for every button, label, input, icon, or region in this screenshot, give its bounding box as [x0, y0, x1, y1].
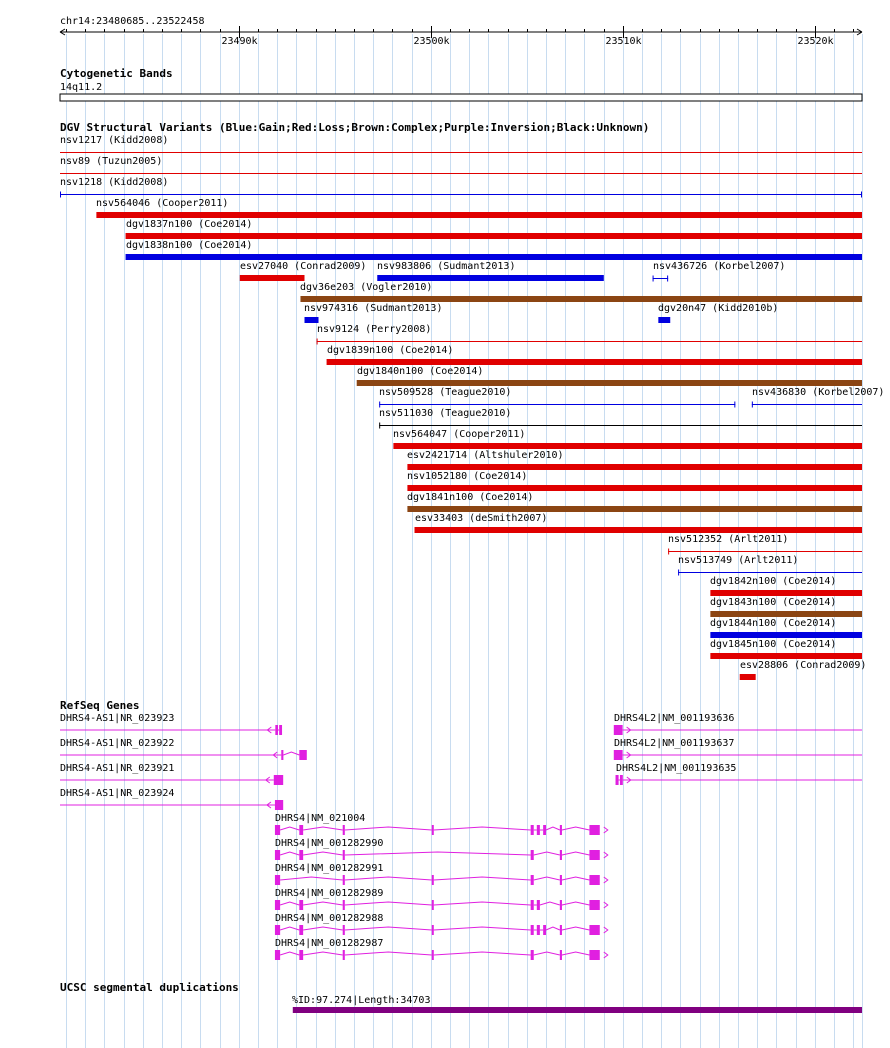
dgv-feature-label: nsv1218 (Kidd2008) [60, 177, 169, 188]
dgv-feature[interactable] [710, 597, 862, 617]
dgv-feature[interactable] [668, 534, 862, 555]
refseq-transcript[interactable] [275, 863, 608, 885]
refseq-transcript[interactable] [275, 838, 608, 860]
refseq-exon[interactable] [299, 950, 303, 960]
cytoband-band[interactable] [60, 94, 862, 101]
dgv-feature-bar[interactable] [407, 506, 862, 512]
refseq-transcript[interactable] [60, 788, 283, 810]
refseq-exon[interactable] [531, 900, 534, 910]
refseq-exon[interactable] [299, 850, 303, 860]
refseq-intron [280, 877, 343, 880]
cytoband-label: 14q11.2 [60, 82, 103, 93]
segdup-feature-label: %ID:97.274|Length:34703 [292, 995, 431, 1006]
dgv-feature-bar[interactable] [407, 464, 862, 470]
dgv-feature-label: nsv1217 (Kidd2008) [60, 135, 169, 146]
dgv-feature-bar[interactable] [240, 275, 305, 281]
refseq-exon[interactable] [560, 850, 562, 860]
refseq-intron [546, 927, 560, 930]
dgv-feature-label: dgv1837n100 (Coe2014) [126, 219, 253, 230]
refseq-exon[interactable] [432, 925, 434, 935]
dgv-track-title: DGV Structural Variants (Blue:Gain;Red:Loss;Brown:Complex;Purple:Inversion;Black:Unknown) [60, 121, 650, 134]
refseq-exon[interactable] [275, 850, 280, 860]
dgv-feature-bar[interactable] [126, 254, 862, 260]
dgv-feature[interactable] [710, 576, 862, 596]
refseq-transcript[interactable] [275, 938, 608, 960]
refseq-intron [345, 902, 432, 905]
refseq-intron [562, 852, 589, 855]
refseq-transcript-label: DHRS4|NM_001282991 [275, 863, 384, 874]
refseq-exon[interactable] [275, 925, 280, 935]
dgv-feature-bar[interactable] [407, 485, 862, 491]
dgv-feature-bar[interactable] [96, 212, 862, 218]
refseq-exon[interactable] [279, 725, 282, 735]
ruler-tick-label: 23490k [221, 36, 258, 47]
refseq-transcript[interactable] [614, 713, 862, 735]
dgv-feature-label: nsv564046 (Cooper2011) [96, 198, 229, 209]
refseq-exon[interactable] [620, 775, 623, 785]
refseq-transcript[interactable] [60, 763, 283, 785]
dgv-feature[interactable] [407, 450, 862, 470]
dgv-feature[interactable] [415, 513, 862, 533]
refseq-exon[interactable] [343, 950, 345, 960]
dgv-feature-bar[interactable] [710, 611, 862, 617]
cytoband-track [60, 67, 862, 101]
refseq-intron [562, 827, 589, 830]
dgv-feature-label: dgv36e203 (Vogler2010) [300, 282, 433, 293]
dgv-feature-label: esv33403 (deSmith2007) [415, 513, 548, 524]
dgv-feature-label: esv28806 (Conrad2009) [740, 660, 867, 671]
dgv-feature[interactable] [379, 387, 735, 408]
refseq-intron [345, 952, 432, 955]
refseq-exon[interactable] [432, 875, 434, 885]
refseq-intron [562, 877, 589, 880]
refseq-exon[interactable] [274, 775, 283, 785]
refseq-exon[interactable] [589, 850, 599, 860]
dgv-feature-bar[interactable] [300, 296, 862, 302]
refseq-exon[interactable] [299, 925, 303, 935]
dgv-feature-label: nsv436726 (Korbel2007) [653, 261, 786, 272]
refseq-exon[interactable] [432, 950, 434, 960]
dgv-feature[interactable] [327, 345, 862, 365]
dgv-feature-label: nsv983806 (Sudmant2013) [377, 261, 516, 272]
refseq-transcript-label: DHRS4L2|NM_001193636 [614, 713, 735, 724]
refseq-intron [303, 952, 343, 955]
dgv-feature-label: nsv513749 (Arlt2011) [678, 555, 799, 566]
ruler-tick-label: 23520k [797, 36, 834, 47]
dgv-feature-bar[interactable] [710, 590, 862, 596]
dgv-feature-label: nsv974316 (Sudmant2013) [304, 303, 443, 314]
refseq-intron [303, 852, 343, 855]
refseq-exon[interactable] [275, 900, 280, 910]
dgv-feature-label: dgv1845n100 (Coe2014) [710, 639, 837, 650]
refseq-exon[interactable] [275, 950, 280, 960]
refseq-transcript[interactable] [614, 738, 862, 760]
dgv-feature-label: dgv1838n100 (Coe2014) [126, 240, 253, 251]
refseq-exon[interactable] [432, 900, 434, 910]
refseq-transcript-label: DHRS4|NM_001282988 [275, 913, 384, 924]
refseq-transcript[interactable] [275, 813, 608, 835]
refseq-exon[interactable] [343, 925, 345, 935]
dgv-feature[interactable] [379, 408, 862, 429]
refseq-exon[interactable] [275, 825, 280, 835]
dgv-feature[interactable] [60, 135, 862, 153]
dgv-feature-bar[interactable] [126, 233, 862, 239]
dgv-feature[interactable] [740, 660, 867, 680]
dgv-feature-bar[interactable] [710, 632, 862, 638]
dgv-feature-bar[interactable] [327, 359, 862, 365]
dgv-feature-bar[interactable] [393, 443, 862, 449]
dgv-features [60, 135, 884, 680]
dgv-feature[interactable] [126, 219, 862, 239]
dgv-feature[interactable] [317, 324, 862, 345]
dgv-feature[interactable] [300, 282, 862, 302]
refseq-transcript-label: DHRS4-AS1|NR_023921 [60, 763, 175, 774]
refseq-exon[interactable] [281, 750, 283, 760]
refseq-intron [434, 927, 531, 930]
dgv-feature-label: esv2421714 (Altshuler2010) [407, 450, 564, 461]
refseq-intron [345, 827, 432, 830]
refseq-exon[interactable] [299, 825, 303, 835]
dgv-feature-label: esv27040 (Conrad2009) [240, 261, 367, 272]
dgv-feature-label: dgv1840n100 (Coe2014) [357, 366, 484, 377]
refseq-track-title: RefSeq Genes [60, 699, 140, 712]
refseq-exon[interactable] [614, 725, 623, 735]
refseq-transcript-label: DHRS4|NM_001282990 [275, 838, 384, 849]
refseq-intron [562, 902, 589, 905]
refseq-intron [303, 902, 343, 905]
dgv-feature[interactable] [60, 156, 862, 174]
segdup-track [60, 981, 862, 1013]
refseq-transcript-label: DHRS4-AS1|NR_023923 [60, 713, 175, 724]
refseq-exon[interactable] [589, 950, 599, 960]
refseq-intron [303, 927, 343, 930]
dgv-feature-label: nsv9124 (Perry2008) [317, 324, 432, 335]
refseq-transcript-label: DHRS4|NM_021004 [275, 813, 366, 824]
refseq-intron [562, 927, 589, 930]
ruler-ticks [60, 26, 862, 47]
dgv-feature-label: dgv1843n100 (Coe2014) [710, 597, 837, 608]
dgv-feature-bar[interactable] [415, 527, 862, 533]
dgv-feature[interactable] [126, 240, 862, 260]
refseq-transcript-label: DHRS4-AS1|NR_023924 [60, 788, 175, 799]
dgv-feature-bar[interactable] [357, 380, 862, 386]
refseq-exon[interactable] [531, 950, 534, 960]
refseq-exon[interactable] [537, 925, 540, 935]
refseq-exon[interactable] [275, 725, 278, 735]
refseq-intron [540, 902, 560, 905]
refseq-intron [434, 827, 531, 830]
refseq-exon[interactable] [543, 925, 546, 935]
refseq-exon[interactable] [275, 800, 283, 810]
refseq-exon[interactable] [537, 900, 540, 910]
segdup-feature-bar[interactable] [293, 1007, 862, 1013]
dgv-track [60, 121, 884, 680]
refseq-transcript-label: DHRS4L2|NM_001193637 [614, 738, 735, 749]
refseq-transcript[interactable] [275, 888, 608, 910]
refseq-exon[interactable] [343, 850, 345, 860]
refseq-transcript[interactable] [60, 738, 307, 760]
refseq-exon[interactable] [299, 900, 303, 910]
refseq-intron [345, 877, 432, 880]
dgv-feature[interactable] [393, 429, 862, 449]
dgv-feature[interactable] [658, 303, 778, 323]
refseq-intron [345, 852, 531, 855]
dgv-feature-label: dgv1841n100 (Coe2014) [407, 492, 534, 503]
refseq-exon[interactable] [343, 900, 345, 910]
refseq-intron [546, 827, 560, 830]
refseq-transcript-label: DHRS4|NM_001282989 [275, 888, 384, 899]
refseq-transcript[interactable] [275, 913, 608, 935]
ruler-tick-label: 23510k [605, 36, 642, 47]
refseq-exon[interactable] [299, 750, 306, 760]
dgv-feature-bar[interactable] [658, 317, 670, 323]
segdup-track-title: UCSC segmental duplications [60, 981, 239, 994]
dgv-feature[interactable] [377, 261, 604, 281]
dgv-feature-bar[interactable] [710, 653, 862, 659]
dgv-feature-label: dgv1839n100 (Coe2014) [327, 345, 454, 356]
dgv-feature-label: dgv1844n100 (Coe2014) [710, 618, 837, 629]
refseq-exon[interactable] [543, 825, 546, 835]
refseq-exon[interactable] [589, 900, 599, 910]
dgv-feature-label: nsv511030 (Teague2010) [379, 408, 512, 419]
refseq-intron [434, 952, 531, 955]
refseq-intron [562, 952, 589, 955]
refseq-transcript-label: DHRS4L2|NM_001193635 [616, 763, 737, 774]
refseq-exon[interactable] [432, 825, 434, 835]
dgv-feature[interactable] [407, 471, 862, 491]
refseq-intron [434, 877, 531, 880]
refseq-exon[interactable] [560, 825, 562, 835]
dgv-feature-bar[interactable] [377, 275, 604, 281]
refseq-transcript-label: DHRS4|NM_001282987 [275, 938, 384, 949]
refseq-exon[interactable] [275, 875, 280, 885]
refseq-exon[interactable] [537, 825, 540, 835]
cytoband-track-title: Cytogenetic Bands [60, 67, 173, 80]
refseq-transcript[interactable] [60, 713, 282, 735]
dgv-feature-label: nsv512352 (Arlt2011) [668, 534, 789, 545]
dgv-feature-label: dgv20n47 (Kidd2010b) [658, 303, 779, 314]
dgv-feature[interactable] [357, 366, 862, 386]
refseq-exon[interactable] [343, 875, 345, 885]
refseq-exon[interactable] [531, 825, 534, 835]
dgv-feature-label: nsv436830 (Korbel2007) [752, 387, 885, 398]
refseq-features [60, 713, 862, 960]
refseq-exon[interactable] [560, 950, 562, 960]
dgv-feature-label: nsv89 (Tuzun2005) [60, 156, 163, 167]
refseq-intron [345, 927, 432, 930]
refseq-exon[interactable] [531, 875, 534, 885]
refseq-transcript-label: DHRS4-AS1|NR_023922 [60, 738, 175, 749]
refseq-exon[interactable] [589, 875, 599, 885]
dgv-feature[interactable] [60, 177, 862, 198]
refseq-exon[interactable] [560, 925, 562, 935]
refseq-exon[interactable] [531, 925, 534, 935]
position-label: chr14:23480685..23522458 [60, 16, 205, 27]
dgv-feature[interactable] [96, 198, 862, 218]
refseq-track [60, 699, 862, 960]
dgv-feature-bar[interactable] [740, 674, 756, 680]
dgv-feature[interactable] [407, 492, 862, 512]
refseq-exon[interactable] [560, 900, 562, 910]
dgv-feature-label: dgv1842n100 (Coe2014) [710, 576, 837, 587]
refseq-exon[interactable] [589, 925, 599, 935]
dgv-feature[interactable] [710, 618, 862, 638]
ruler-tick-label: 23500k [413, 36, 450, 47]
dgv-feature-label: nsv1052180 (Coe2014) [407, 471, 528, 482]
dgv-feature-bar[interactable] [304, 317, 318, 323]
refseq-exon[interactable] [560, 875, 562, 885]
dgv-feature[interactable] [752, 387, 885, 408]
refseq-exon[interactable] [589, 825, 599, 835]
refseq-intron [434, 902, 531, 905]
refseq-exon[interactable] [616, 775, 619, 785]
dgv-feature-label: nsv509528 (Teague2010) [379, 387, 512, 398]
refseq-exon[interactable] [531, 850, 534, 860]
refseq-exon[interactable] [343, 825, 345, 835]
ruler-track[interactable] [60, 16, 862, 47]
refseq-intron [303, 827, 343, 830]
dgv-feature[interactable] [240, 261, 367, 281]
dgv-feature[interactable] [710, 639, 862, 659]
dgv-feature-label: nsv564047 (Cooper2011) [393, 429, 526, 440]
refseq-exon[interactable] [614, 750, 623, 760]
